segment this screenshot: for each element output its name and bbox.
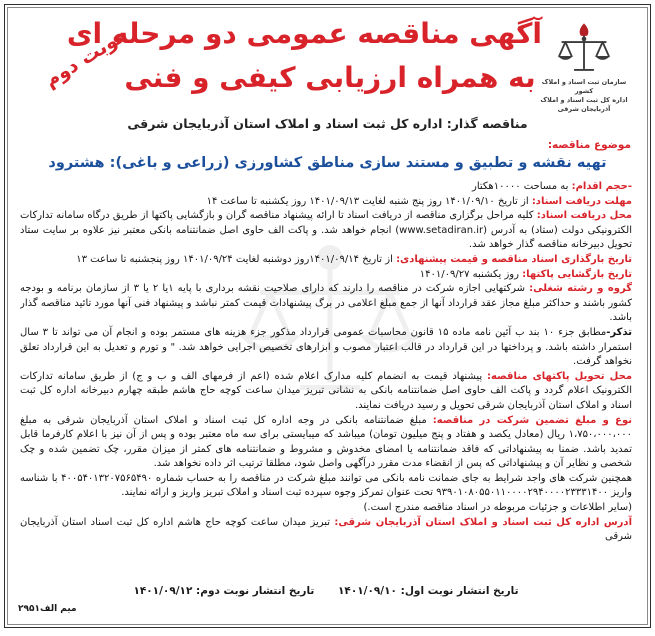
- tenderer-line: مناقصه گذار: اداره کل ثبت اسناد و املاک استان آذربایجان شرقی: [127, 116, 528, 131]
- text-qualification-group: شرکتهایی اجازه شرکت در مناقصه را دارند که دارای صلاحیت نقشه برداری با پایه ۱یا ۲ یا ۳ از سازمان برنامه و بودجه کشور باشند و حداکثر مبلغ مجاز عقد قرارداد آنها از جمع مبلغ اعلامی در برگ پیشنهادات قیمت کمتر نباشد و پیشنهاد فنی آنها مورد تائید مناقصه گذار باشد.: [20, 283, 632, 324]
- label-address: آدرس اداره کل ثبت اسناد و املاک استان آذربایجان شرقی:: [334, 516, 632, 528]
- text-address: تبریز میدان ساعت کوچه حاج هاشم اداره کل ثبت اسناد استان آذربایجان شرقی: [20, 516, 632, 543]
- text-guarantee: مبلغ ضمانتنامه بانکی در وجه اداره کل ثبت اسناد و املاک استان آذربایجان شرقی به مبلغ ۱،۷۵۰،۰۰۰،۰۰۰ ریال (معادل یکصد و هفتاد و پنج میلیون تومان) میباشد که میبایستی برای سه ماه معتبر بوده و پس از آن نیز با اعلام کارفرما قابل تمدید باشد. ضمنا به پیشنهاداتی که فاقد ضمانتنامه یا امضای مخدوش و مشروط و ضمانتنامه های کمتر از میزان مقرر، چک تضمین شده و چک شخصی و نظایر آن و پیشنهاداتی که پس از انقضاء مدت مقرر درآگهی واصل شود، مطلقا ترتیب اثر داده نخواهد شد.: [20, 414, 632, 470]
- label-document-location: محل دریافت اسناد:: [536, 210, 632, 222]
- text-upload-dates: از تاریخ ۱۴۰۱/۰۹/۱۴روز دوشنبه لغایت ۱۴۰۱/۰۹/۲۴ روز پنجشنبه تا ساعت ۱۳: [76, 253, 397, 265]
- para-address: [20, 516, 632, 545]
- para-qualification-group: [20, 282, 632, 326]
- second-publication-date: تاریخ انتشار نوبت دوم: ۱۴۰۱/۰۹/۱۲: [133, 585, 315, 597]
- publication-dates: [20, 584, 632, 599]
- text-opening-date: روز یکشنبه ۱۴۰۱/۰۹/۲۷: [419, 268, 523, 280]
- publication-round-stamp: نوبت دوم: [40, 26, 128, 92]
- logo-line-2: اداره کل ثبت اسناد و املاک آذربایجان شرقی: [540, 96, 628, 113]
- para-opening-date: [20, 268, 632, 283]
- label-qualification-group: گروه و رشته شغلی:: [529, 283, 632, 295]
- para-document-location: [20, 209, 632, 253]
- judiciary-scales-icon: [553, 20, 615, 78]
- text-deposit-account: همچنین شرکت های واجد شرایط به جای ضمانت نامه بانکی می توانند مبلغ شرکت در مناقصه را به حساب شماره ۴۰۰۵۴۰۱۳۲۰۷۵۶۵۴۹۰ با شناسه واریز ۹۳۹۰۱۰۸۰۵۵۰۱۱۰۰۰۰۲۹۴۰۰۰۰۲۳۳۳۱۴۰۰ تحت عنوان تمرکز وجوه سپرده ثبت اسناد و املاک تبریز واریز و ارائه نمایند.: [20, 472, 632, 499]
- logo-line-1: سازمان ثبت اسناد و املاک کشور: [541, 78, 627, 95]
- label-volume: -حجم اقدام:: [571, 181, 632, 192]
- ad-code: میم الف۲۹۵۱: [18, 604, 77, 614]
- para-deposit-account: [20, 472, 632, 501]
- organization-logo: [536, 20, 632, 114]
- text-document-deadline: از تاریخ ۱۴۰۱/۰۹/۱۰ روز پنج شنبه لغایت ۱۴۰۱/۰۹/۱۳ روز یکشنبه تا ساعت ۱۴: [206, 195, 532, 207]
- first-publication-date: تاریخ انتشار نوبت اول: ۱۴۰۱/۰۹/۱۰: [338, 585, 519, 597]
- label-upload-dates: تاریخ بارگذاری اسناد مناقصه و قیمت پیشنهادی:: [396, 253, 632, 265]
- label-opening-date: تاریخ بازگشایی پاکتها:: [522, 268, 632, 280]
- notice-title-line-2: به همراه ارزیابی کیفی و فنی: [124, 61, 536, 94]
- para-envelope-delivery: [20, 370, 632, 414]
- subject-title: تهیه نقشه و تطبیق و مستند سازی مناطق کشاورزی (زراعی و باغی): هشترود: [48, 155, 607, 171]
- text-further-info: (سایر اطلاعات و جزئیات مربوطه در اسناد مناقصه مندرج است.): [363, 502, 632, 514]
- text-envelope-delivery: پیشنهاد قیمت به انضمام کلیه مدارک اعلام شده (اعم از فرمهای الف و ب و ج) از طریق سامانه تدارکات الکترونیک اعلام گردد و پاکت الف حاوی اصل ضمانتنامه بانکی به نشانی تبریز میدان ساعت کوچه حاج هاشم طبقه چهارم دبیرخانه اداره کل ثبت اسناد و املاک استان آذربایجان شرقی تحویل و رسید دریافت نمایند.: [20, 370, 632, 411]
- para-upload-dates: [20, 253, 632, 268]
- subject-label: موضوع مناقصه:: [547, 139, 631, 151]
- label-guarantee: نوع و مبلغ تضمین شرکت در مناقصه:: [432, 414, 632, 426]
- label-remark: تذکر-: [606, 326, 632, 338]
- para-volume: [20, 180, 632, 195]
- label-document-deadline: مهلت دریافت اسناد:: [531, 195, 632, 207]
- text-volume: به مساحت ۱۰۰۰۰هکتار: [472, 181, 572, 192]
- notice-body: [20, 180, 632, 580]
- text-remark: مطابق جزء ۱۰ بند ب آئین نامه ماده ۱۵ قانون محاسبات عمومی قرارداد مذکور جزء هزینه های مستمر بوده و انجام آن می تواند تا ۳ سال استمرار داشته باشد. و پرداختها در این قرارداد در قالب اعتبار مصوب و ابزارهای تخصیص اجرایی خواهد شد. " و تورم و تعدیل به این قرارداد تعلق نخواهد گرفت.: [20, 326, 632, 368]
- para-further-info: [20, 501, 632, 516]
- label-envelope-delivery: محل تحویل پاکتهای مناقصه:: [487, 370, 632, 382]
- para-remark: [20, 326, 632, 370]
- text-document-location: کلیه مراحل برگزاری مناقصه از دریافت اسناد تا ارائه پیشنهاد مناقصه گران و بازگشایی پاکتها از طریق درگاه سامانه تدارکات الکترونیکی دولت (ستاد) به آدرس (www.setadiran.ir) انجام خواهد شد. و پاکت الف حاوی اصل ضمانتنامه بانکی معتبر نیز علاوه بر سایت ستاد تحویل دبیرخانه مناقصه گذار خواهد شد.: [20, 210, 632, 251]
- notice-title-line-1: آگهی مناقصه عمومی دو مرحله ای: [66, 17, 542, 50]
- para-document-deadline: [20, 195, 632, 210]
- para-guarantee: [20, 414, 632, 472]
